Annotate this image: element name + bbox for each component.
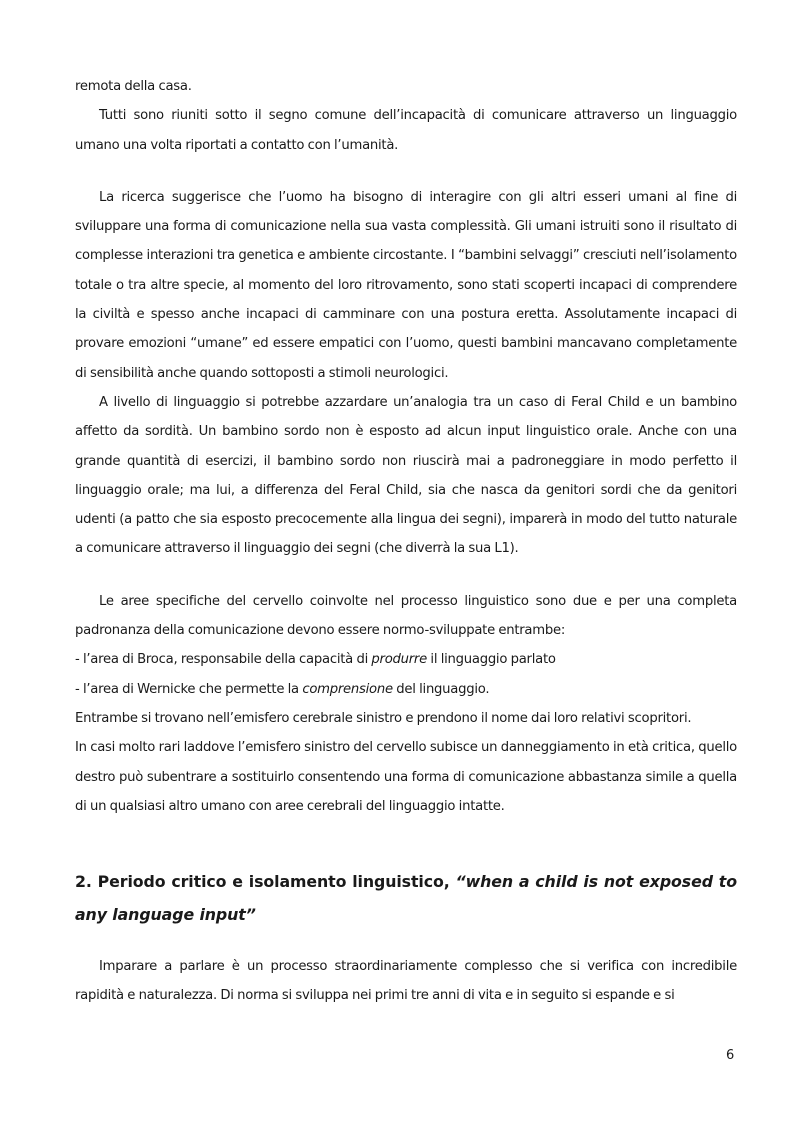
list-item-text: - l’area di Broca, responsabile della capacità di (75, 652, 372, 668)
paragraph-learning-to-speak: Imparare a parlare è un processo straordinariamente complesso che si verifica con incredibile rapidità e naturalezza. Di norma si sviluppa nei primi tre anni di vita e in seguito si espande e si (75, 959, 737, 1004)
paragraph-continuation: remota della casa. (75, 79, 192, 94)
list-item-text: il linguaggio parlato (426, 652, 556, 668)
paragraph-rare-cases: In casi molto rari laddove l’emisfero sinistro del cervello subisce un danneggiamento in età critica, quello destro può subentrare a sostituirlo consentendo una forma di comunicazione abbastanza simile a quella di un qualsiasi altro umano con aree cerebrali del linguaggio intatte. (75, 740, 737, 814)
paragraph-isolation: Tutti sono riuniti sotto il segno comune dell’incapacità di comunicare attraverso un linguaggio umano una volta riportati a contatto con l’umanità. (75, 108, 737, 153)
section-heading (75, 865, 737, 931)
list-item-text: - l’area di Wernicke che permette la (75, 681, 303, 697)
emphasis-text: comprensione (302, 681, 393, 697)
list-item-text: del linguaggio. (392, 681, 490, 697)
paragraph-deafness-analogy: A livello di linguaggio si potrebbe azzardare un’analogia tra un caso di Feral Child e un bambino affetto da sordità. Un bambino sordo non è esposto ad alcun input linguistico orale. Anche con una grande quantità di esercizi, il bambino sordo non riuscirà mai a padroneggiare in modo perfetto il linguaggio orale; ma lui, a differenza del Feral Child, sia che nasca da genitori sordi che da genitori udenti (a patto che sia esposto precocemente alla lingua dei segni), imparerà in modo del tutto naturale a comunicare attraverso il linguaggio dei segni (che diverrà la sua L1). (75, 394, 737, 557)
list-item-wernicke (75, 675, 737, 704)
section-heading-quote: “when a child is not exposed to any language input” (75, 872, 737, 925)
emphasis-text: produrre (371, 652, 427, 668)
section-heading-main: 2. Periodo critico e isolamento linguistico, (75, 872, 456, 892)
paragraph-hemisphere: Entrambe si trovano nell’emisfero cerebrale sinistro e prendono il nome dai loro relativi scopritori. (75, 710, 692, 726)
page-body (75, 72, 737, 1011)
page-number: 6 (726, 1048, 735, 1063)
paragraph-brain-areas: Le aree specifiche del cervello coinvolte nel processo linguistico sono due e per una completa padronanza della comunicazione devono essere normo-sviluppate entrambe: (75, 593, 737, 639)
list-item-broca (75, 645, 737, 674)
paragraph-research: La ricerca suggerisce che l’uomo ha bisogno di interagire con gli altri esseri umani al fine di sviluppare una forma di comunicazione nella sua vasta complessità. Gli umani istruiti sono il risultato di complesse interazioni tra genetica e ambiente circostante. I “bambini selvaggi” cresciuti nell’isolamento totale o tra altre specie, al momento del loro ritrovamento, sono stati scoperti incapaci di comprendere la civiltà e spesso anche incapaci di camminare con una postura eretta. Assolutamente incapaci di provare emozioni “umane” ed essere empatici con l’uomo, questi bambini mancavano completamente di sensibilità anche quando sottoposti a stimoli neurologici. (75, 189, 737, 381)
